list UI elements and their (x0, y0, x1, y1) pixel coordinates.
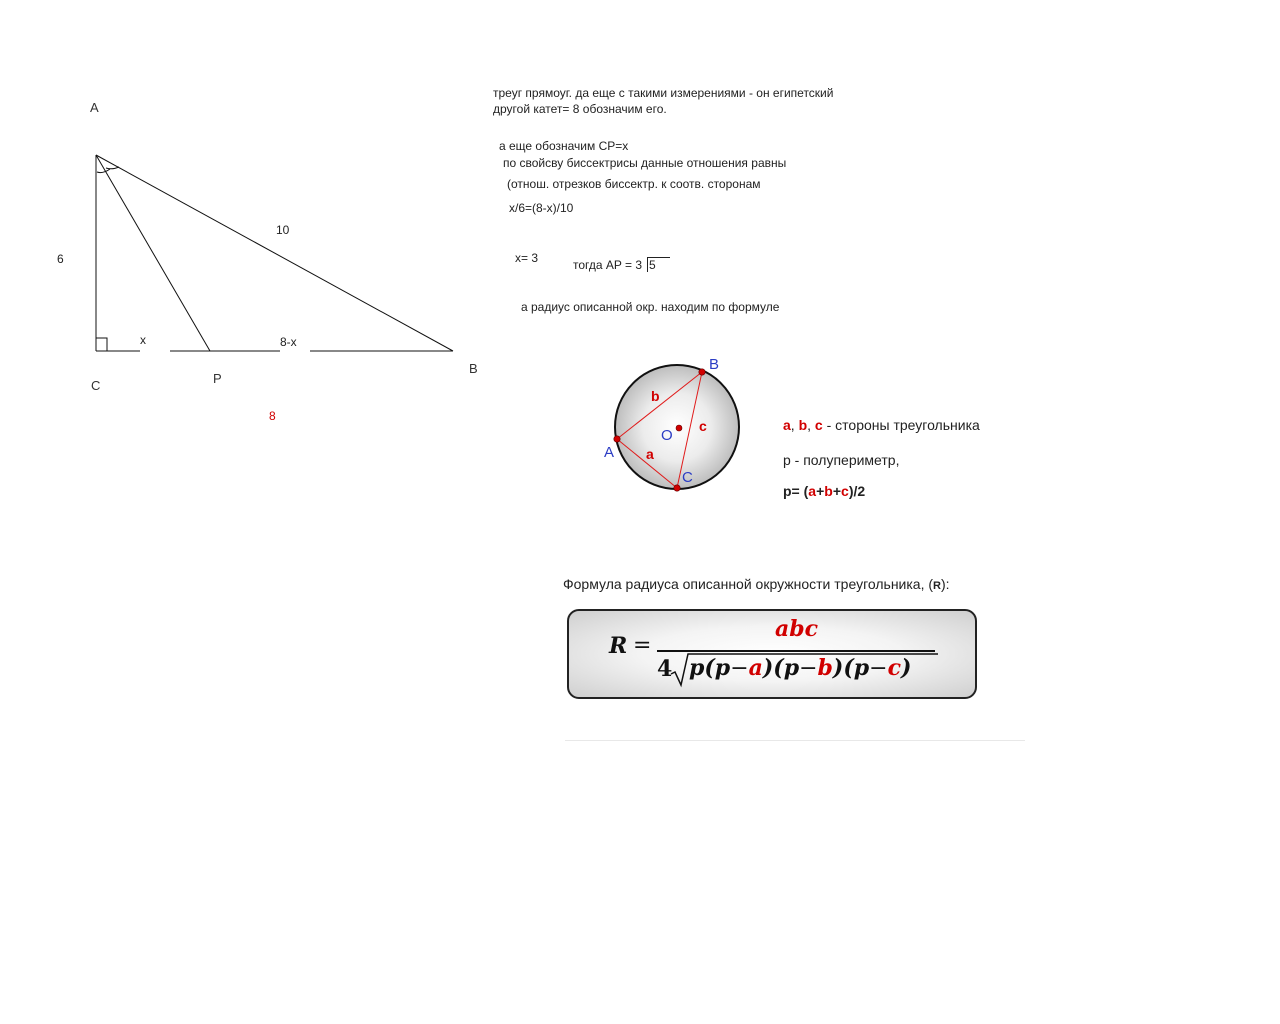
caption-start: Формула радиуса описанной окружности треугольника, ( (563, 576, 934, 592)
legend-p-formula (783, 483, 865, 499)
den-minus-2: − (799, 656, 818, 681)
legend-sep-1: , (790, 417, 799, 433)
note-line-2: другой катет= 8 обозначим его. (493, 102, 667, 116)
den-close-3: ) (900, 655, 912, 681)
vertex-b-label: B (469, 361, 478, 376)
circle-label-c: C (682, 469, 693, 486)
note-line-3: а еще обозначим CP=x (499, 139, 629, 153)
point-c (674, 485, 680, 491)
p-formula-end: )/2 (848, 483, 866, 499)
point-a (614, 436, 620, 442)
legend-c: c (814, 417, 823, 433)
segment-cp-label: x (140, 333, 146, 347)
circle-label-o: O (661, 427, 673, 444)
vertex-c-label: C (91, 378, 101, 393)
legend-semiperimeter: p - полупериметр, (783, 452, 900, 468)
formula-equals: = (633, 633, 652, 658)
equation-ratio: x/6=(8-x)/10 (509, 201, 574, 215)
den-p1: p(p (689, 655, 731, 681)
legend-b: b (798, 417, 808, 433)
equation-x: x= 3 (515, 251, 539, 265)
formula-lhs: R (609, 633, 628, 659)
segment-pb-label: 8-x (280, 335, 297, 349)
caption-end: ): (940, 576, 950, 592)
den-minus-3: − (869, 656, 888, 681)
note-line-1: треуг прямоуг. да еще с такими измерениями - он египетский (493, 86, 834, 100)
circle-label-a: A (604, 444, 615, 461)
vertex-a-label: A (90, 100, 99, 115)
circle-side-a-label: a (646, 446, 654, 462)
p-formula-plus-2: + (832, 483, 842, 499)
note-line-5: (отнош. отрезков биссектр. к соотв. сторонам (507, 177, 761, 191)
p-formula-start: p= ( (783, 483, 809, 499)
point-b (699, 369, 705, 375)
denominator-radicand (689, 655, 911, 681)
legend-a: a (783, 417, 791, 433)
vertex-p-label: P (213, 371, 222, 386)
caption-r: R (933, 580, 941, 592)
formula-caption (563, 576, 950, 592)
legend-sep-2: , (807, 417, 815, 433)
den-close-2: )(p (832, 655, 870, 681)
side-ab-length: 10 (276, 223, 290, 237)
denominator-4: 4 (657, 656, 673, 682)
formula-box (567, 609, 977, 699)
circle-side-b-label: b (651, 388, 660, 404)
legend-sides (783, 417, 980, 433)
den-minus-1: − (730, 656, 749, 681)
den-b: b (817, 655, 833, 681)
side-ac-length: 6 (57, 252, 64, 266)
p-formula-plus-1: + (816, 483, 825, 499)
side-cb-length: 8 (269, 409, 276, 423)
bottom-divider (565, 740, 1025, 741)
p-formula-c: c (841, 483, 849, 499)
den-close-1: )(p (762, 655, 800, 681)
p-formula-b: b (824, 483, 833, 499)
equation-ap-prefix: тогда AP = 3 (573, 258, 643, 272)
circle-side-c-label: c (699, 418, 707, 434)
den-c: c (887, 655, 901, 681)
note-line-9: а радиус описанной окр. находим по формуле (521, 300, 780, 314)
note-line-4: по свойсву биссектрисы данные отношения равны (503, 156, 787, 170)
formula-numerator: abc (775, 616, 819, 642)
point-o (676, 425, 682, 431)
circle-label-b: B (709, 356, 720, 373)
p-formula-a: a (808, 483, 817, 499)
legend-sides-text: - стороны треугольника (822, 417, 980, 433)
den-a: a (748, 655, 763, 681)
equation-ap-radicand: 5 (648, 257, 670, 272)
